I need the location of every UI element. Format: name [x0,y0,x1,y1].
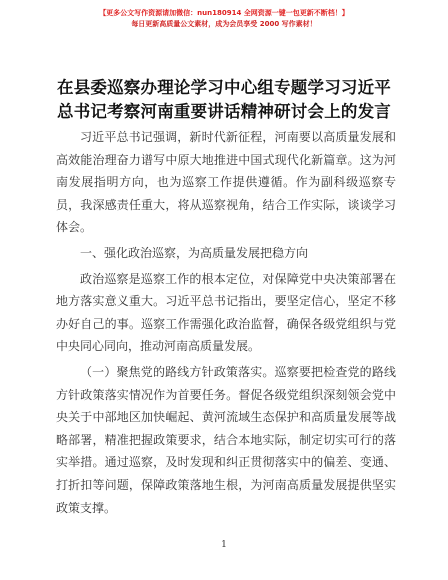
paragraph-political-inspection: 政治巡察是巡察工作的根本定位，对保障党中央决策部署在地方落实意义重大。习近平总书记指出，要坚定信心，坚定不移办好自己的事。巡察工作需强化政治监督，确保各级党组织与党中央同心同向，推动河南高质量发展。 [56,271,396,354]
promo-banner-line-1: 【更多公文写作资源请加微信：nun180914 全网资源一键一包更新不断档！】 [99,9,349,17]
document-body [56,126,396,522]
document-title-line-1: 在县委巡察办理论学习中心组专题学习习近平 [57,78,391,97]
page-number: 1 [221,540,227,550]
section-heading-1: 一、强化政治巡察，为高质量发展把稳方向 [80,245,309,260]
document-title-line-2: 总书记考察河南重要讲话精神研讨会上的发言 [57,102,391,121]
promo-banner-line-2: 每日更新高质量公文素材，成为会员享受 2000 写作素材！ [131,20,317,28]
document-title [40,76,408,124]
paragraph-policy-implementation: （一）聚焦党的路线方针政策落实。巡察要把检查党的路线方针政策落实情况作为首要任务。督促各级党组织深刻领会党中央关于中部地区加快崛起、黄河流域生态保护和高质量发展等战略部署，精准把握政策要求，结合本地实际，制定切实可行的落实举措。通过巡察，及时发现和纠正贯彻落实中的偏差、变通、打折扣等问题，保障政策落地生根，为河南高质量发展提供坚实政策支撑。 [56,364,396,515]
paragraph-intro: 习近平总书记强调，新时代新征程，河南要以高质量发展和高效能治理奋力谱写中原大地推进中国式现代化新篇章。这为河南发展指明方向，也为巡察工作提供遵循。作为副科级巡察专员，我深感责任重大，将从巡察视角，结合工作实际，谈谈学习体会。 [56,130,396,235]
promo-banner [0,8,448,30]
